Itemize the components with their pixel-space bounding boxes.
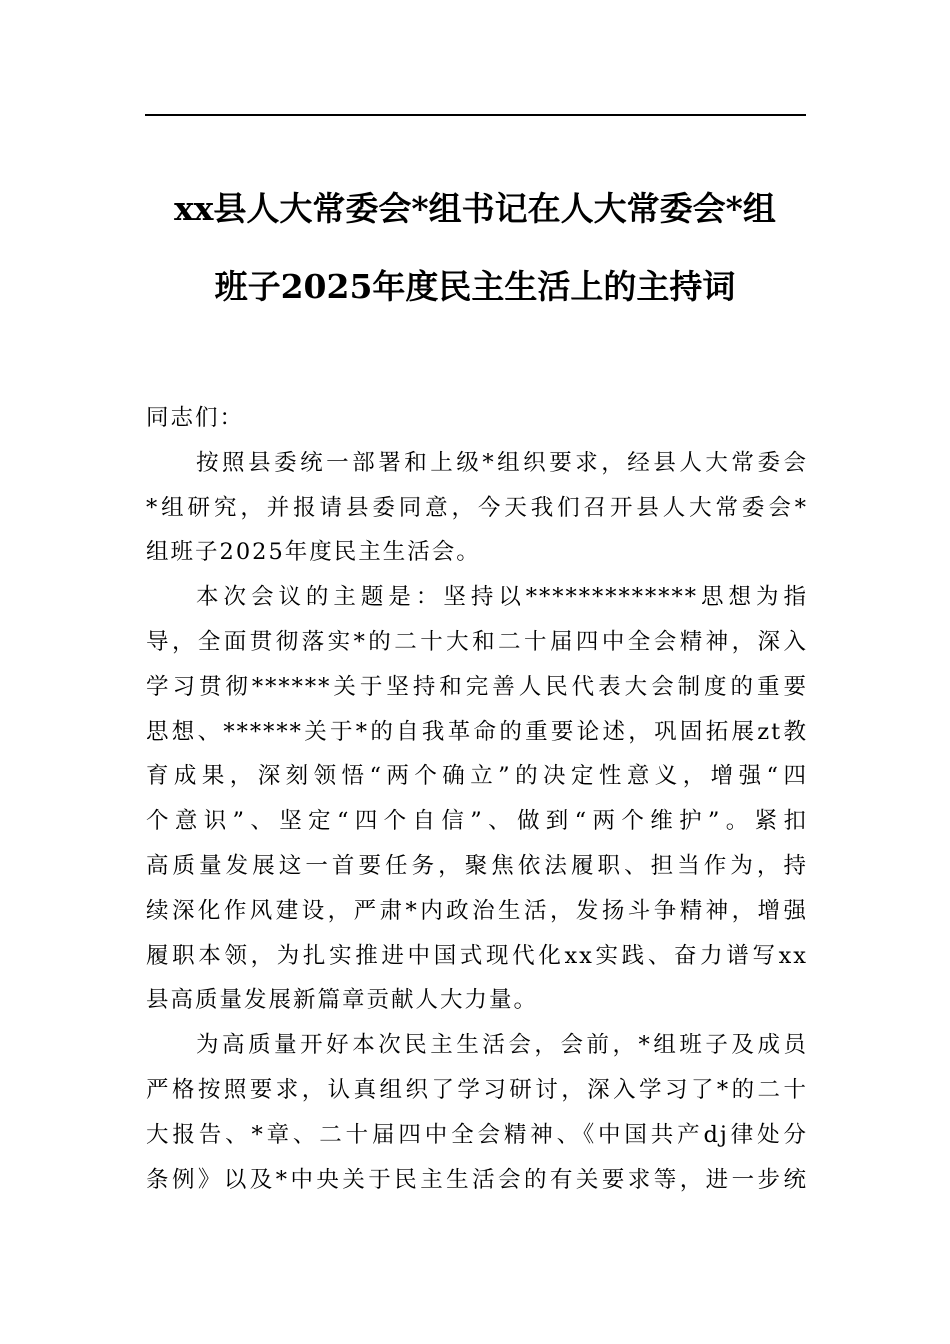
paragraph-line: 个意识”、坚定“四个自信”、做到“两个维护”。紧扣 (146, 808, 808, 835)
paragraph-line: 大报告、*章、二十届四中全会精神、《中国共产dj律处分 (146, 1121, 808, 1148)
paragraph-line: 组班子2025年度民主生活会。 (146, 539, 481, 566)
paragraph-line: 导，全面贯彻落实*的二十大和二十届四中全会精神，深入 (146, 628, 808, 655)
paragraph-line: 条例》以及*中央关于民主生活会的有关要求等，进一步统 (146, 1166, 808, 1193)
title-line-1: xx县人大常委会*组书记在人大常委会*组 (174, 189, 776, 228)
document-body (146, 396, 808, 1202)
paragraph-1 (146, 441, 808, 575)
paragraph-line: 育成果，深刻领悟“两个确立”的决定性意义，增强“四 (146, 763, 808, 790)
header-rule (145, 114, 806, 116)
paragraph-line: 县高质量发展新篇章贡献人大力量。 (146, 987, 539, 1014)
paragraph-line: 履职本领，为扎实推进中国式现代化xx实践、奋力谱写xx (146, 942, 808, 969)
greeting: 同志们： (146, 405, 245, 431)
paragraph-line: 为高质量开好本次民主生活会，会前，*组班子及成员 (196, 1032, 808, 1059)
paragraph-3 (146, 1023, 808, 1202)
paragraph-line: 严格按照要求，认真组织了学习研讨，深入学习了*的二十 (146, 1076, 808, 1103)
title-line-2: 班子2025年度民主生活上的主持词 (214, 267, 736, 306)
paragraph-2 (146, 575, 808, 1023)
paragraph-line: 按照县委统一部署和上级*组织要求，经县人大常委会 (196, 449, 808, 476)
paragraph-line: 学习贯彻******关于坚持和完善人民代表大会制度的重要 (146, 673, 808, 700)
paragraph-line: 思想、******关于*的自我革命的重要论述，巩固拓展zt教 (146, 718, 808, 745)
paragraph-line: 本次会议的主题是：坚持以*************思想为指 (196, 584, 808, 611)
paragraph-line: 续深化作风建设，严肃*内政治生活，发扬斗争精神，增强 (146, 897, 808, 924)
paragraph-line: 高质量发展这一首要任务，聚焦依法履职、担当作为，持 (146, 852, 808, 879)
paragraph-line: *组研究，并报请县委同意，今天我们召开县人大常委会* (146, 494, 808, 521)
document-title (140, 170, 810, 326)
